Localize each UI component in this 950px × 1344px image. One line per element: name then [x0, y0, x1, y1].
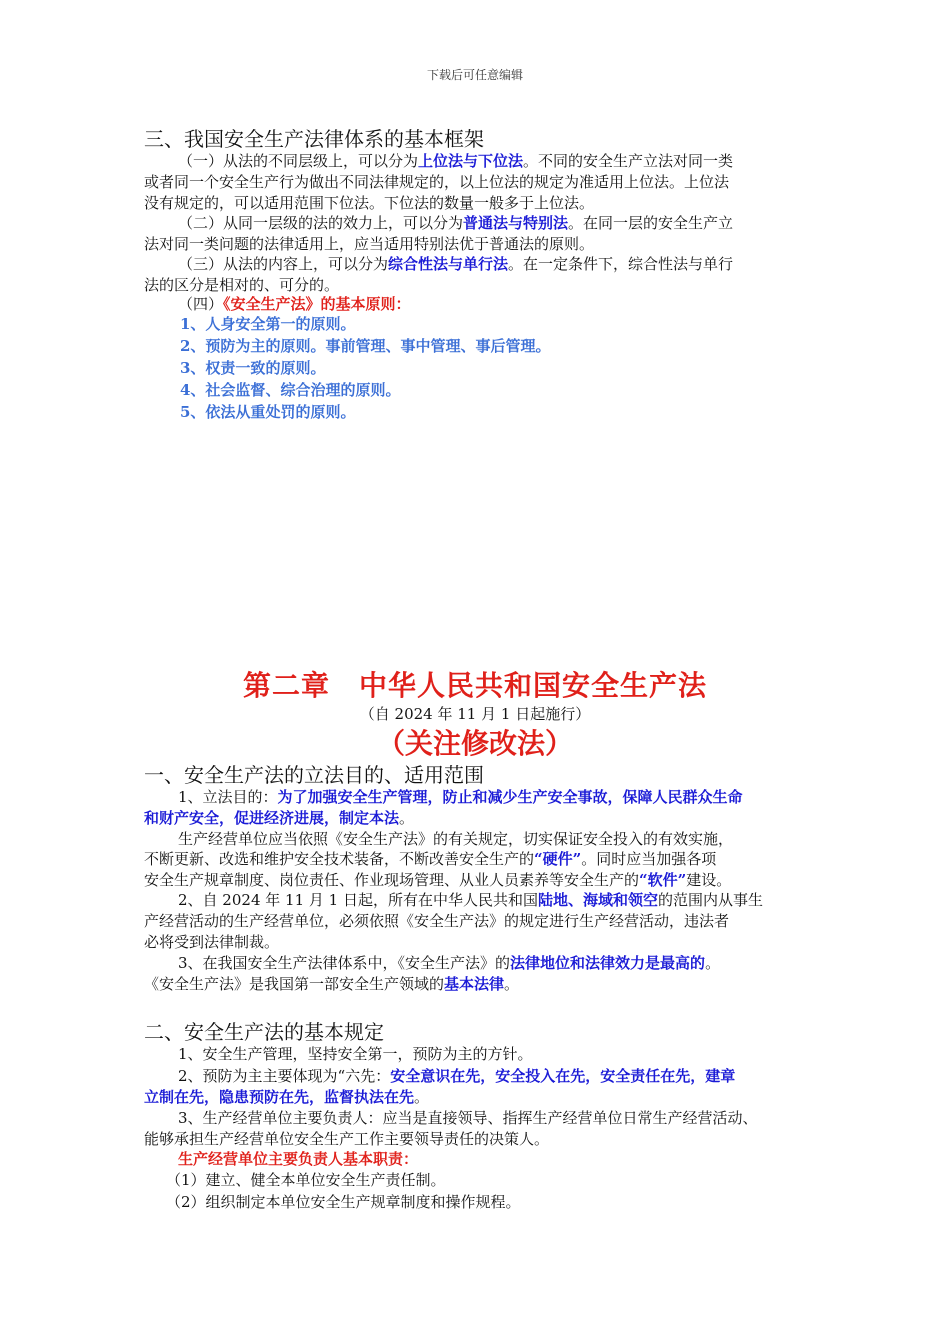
- paragraph-line: 法的区分是相对的、可分的。: [144, 276, 340, 294]
- paragraph-line: 1、立法目的：为了加强安全生产管理，防止和减少生产安全事故，保障人民群众生命: [178, 788, 743, 806]
- principles-heading: 《安全生产法》的基本原则：: [223, 295, 411, 313]
- paragraph-line: 安全生产规章制度、岗位责任、作业现场管理、从业人员素养等安全生产的“软件”建设。: [144, 871, 732, 889]
- highlight-term: 基本法律: [444, 975, 505, 993]
- principle-item: 4、社会监督、综合治理的原则。: [180, 381, 401, 399]
- chapter-note: （关注修改法）: [376, 727, 573, 760]
- highlight-term: 上位法与下位法: [418, 152, 524, 170]
- paragraph-line: 2、自 2024 年 11 月 1 日起，所有在中华人民共和国陆地、海域和领空的范围内从事生: [178, 891, 763, 909]
- duty-item: （2）组织制定本单位安全生产规章制度和操作规程。: [166, 1193, 521, 1211]
- paragraph-line: 必将受到法律制裁。: [144, 933, 280, 951]
- section-one-title: 一、安全生产法的立法目的、适用范围: [144, 763, 484, 787]
- paragraph-line: （二）从同一层级的法的效力上，可以分为普通法与特别法。在同一层的安全生产立: [178, 214, 734, 232]
- principle-item: 5、依法从重处罚的原则。: [180, 403, 356, 421]
- highlight-term: 陆地、海域和领空: [537, 891, 658, 909]
- paragraph-line: 法对同一类问题的法律适用上，应当适用特别法优于普通法的原则。: [144, 235, 595, 253]
- paragraph-line: 1、安全生产管理，坚持安全第一，预防为主的方针。: [178, 1045, 533, 1063]
- highlight-term: “软件”: [639, 871, 687, 889]
- paragraph-line: 3、在我国安全生产法律体系中，《安全生产法》的法律地位和法律效力是最高的。: [178, 954, 721, 972]
- highlight-term: 立制在先，隐患预防在先，监督执法在先: [144, 1088, 415, 1106]
- paragraph-line: 或者同一个安全生产行为做出不同法律规定的，以上位法的规定为准适用上位法。上位法: [144, 173, 730, 191]
- paragraph-line: 2、预防为主主要体现为“六先：安全意识在先，安全投入在先，安全责任在先，建章: [178, 1067, 736, 1085]
- duty-heading: 生产经营单位主要负责人基本职责：: [178, 1150, 419, 1168]
- highlight-term: 安全意识在先，安全投入在先，安全责任在先，建章: [390, 1067, 736, 1085]
- section-three-title: 三、我国安全生产法律体系的基本框架: [144, 127, 484, 151]
- principle-item: 3、权责一致的原则。: [180, 359, 326, 377]
- highlight-term: “硬件”: [534, 850, 582, 868]
- paragraph-line: 没有规定的，可以适用范围下位法。下位法的数量一般多于上位法。: [144, 194, 595, 212]
- principle-item: 2、预防为主的原则。事前管理、事中管理、事后管理。: [180, 337, 551, 355]
- highlight-term: 和财产安全，促进经济进展，制定本法: [144, 809, 400, 827]
- paragraph-line: 和财产安全，促进经济进展，制定本法。: [144, 809, 415, 827]
- paragraph-line: （三）从法的内容上，可以分为综合性法与单行法。在一定条件下，综合性法与单行: [178, 255, 734, 273]
- section-two-title: 二、安全生产法的基本规定: [144, 1020, 384, 1044]
- paragraph-line: （一）从法的不同层级上，可以分为上位法与下位法。不同的安全生产立法对同一类: [178, 152, 734, 170]
- paragraph-line: （四）《安全生产法》的基本原则：: [178, 295, 411, 313]
- paragraph-line: 《安全生产法》是我国第一部安全生产领域的基本法律。: [144, 975, 520, 993]
- paragraph-line: 能够承担生产经营单位安全生产工作主要领导责任的决策人。: [144, 1130, 550, 1148]
- duty-item: （1）建立、健全本单位安全生产责任制。: [166, 1171, 446, 1189]
- chapter-title: 第二章 中华人民共和国安全生产法: [242, 669, 707, 702]
- paragraph-line: 立制在先，隐患预防在先，监督执法在先。: [144, 1088, 430, 1106]
- principle-item: 1、人身安全第一的原则。: [180, 315, 356, 333]
- paragraph-line: 3、生产经营单位主要负责人：应当是直接领导、指挥生产经营单位日常生产经营活动、: [178, 1109, 758, 1127]
- chapter-subtitle: （自 2024 年 11 月 1 日起施行）: [359, 705, 591, 723]
- highlight-term: 法律地位和法律效力是最高的: [510, 954, 706, 972]
- paragraph-line: 生产经营单位应当依照《安全生产法》的有关规定，切实保证安全投入的有效实施，: [178, 830, 734, 848]
- paragraph-line: 产经营活动的生产经营单位，必须依照《安全生产法》的规定进行生产经营活动，违法者: [144, 912, 730, 930]
- highlight-term: 综合性法与单行法: [388, 255, 509, 273]
- highlight-term: 为了加强安全生产管理，防止和减少生产安全事故，保障人民群众生命: [277, 788, 743, 806]
- page-header: 下载后可任意编辑: [426, 68, 523, 82]
- paragraph-line: 不断更新、改选和维护安全技术装备，不断改善安全生产的“硬件”。同时应当加强各项: [144, 850, 717, 868]
- highlight-term: 普通法与特别法: [463, 214, 569, 232]
